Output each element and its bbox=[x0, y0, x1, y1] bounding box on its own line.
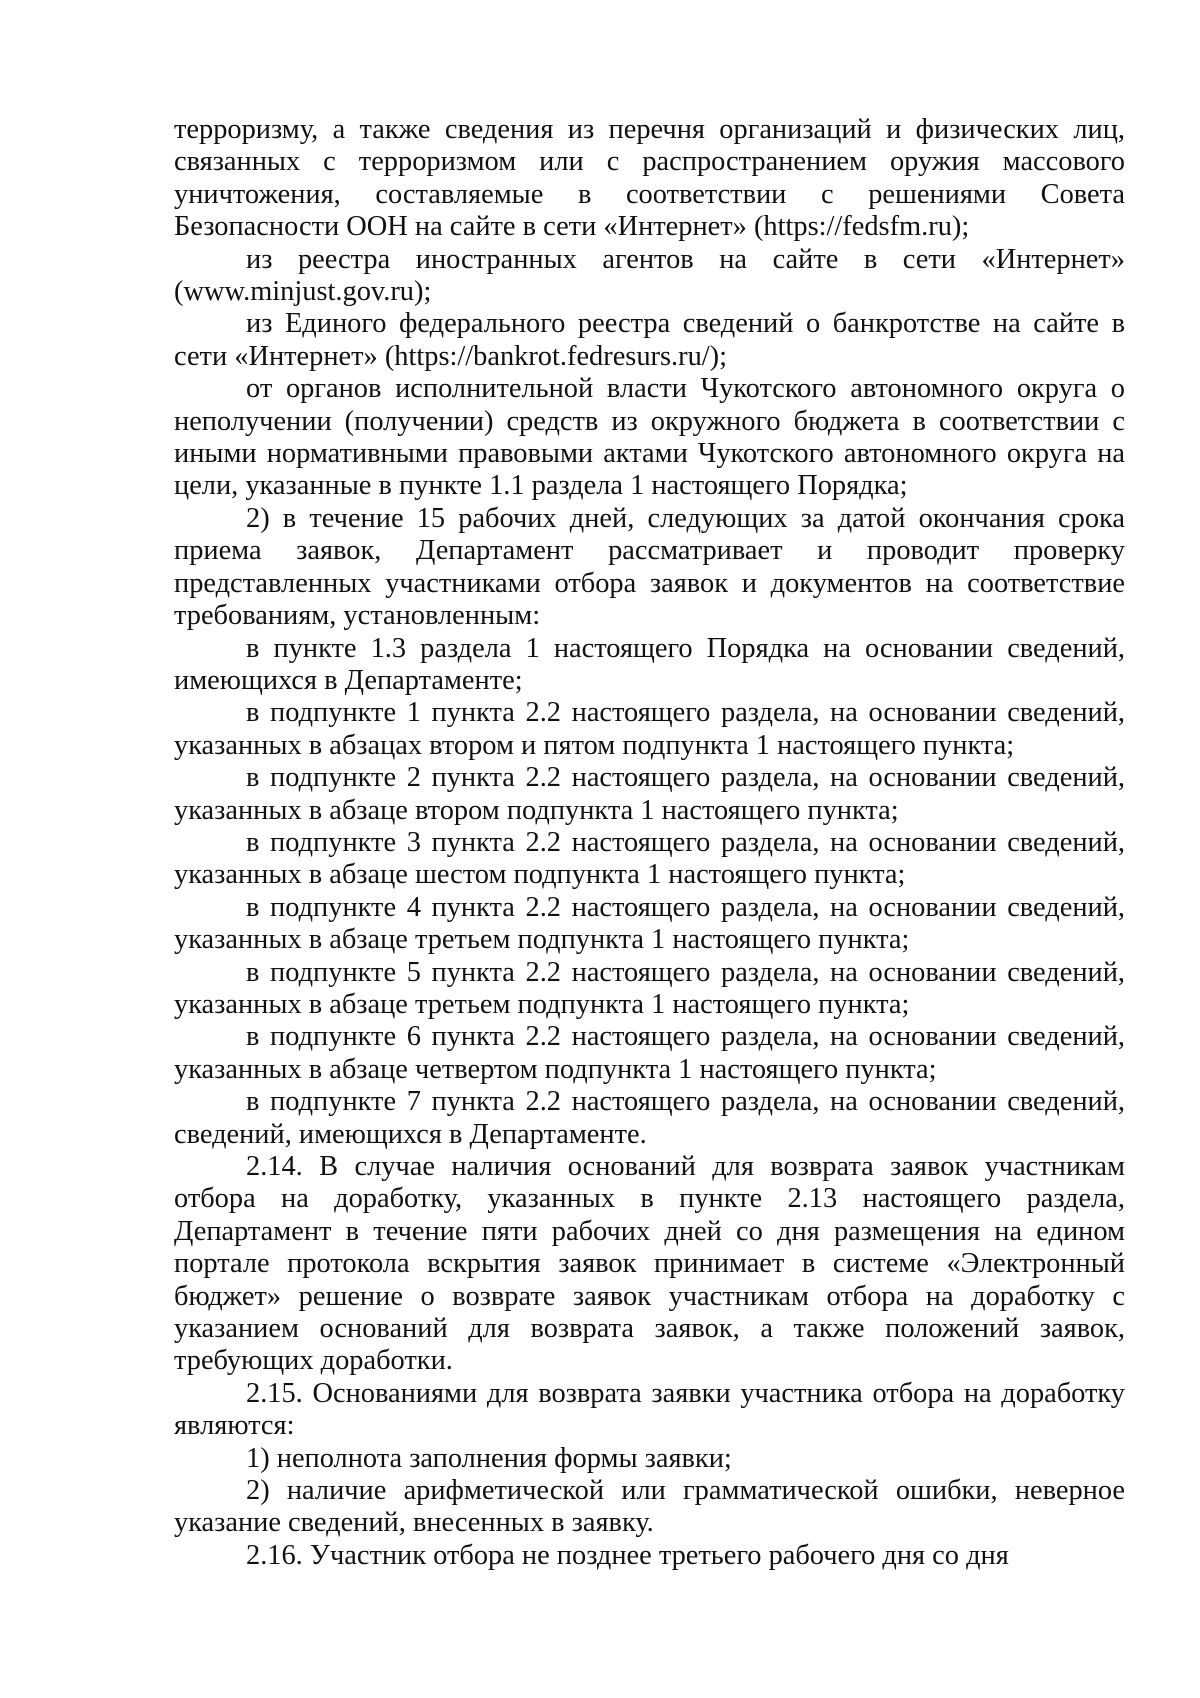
paragraph-17: 2) наличие арифметической или грамматической ошибки, неверное указание сведений, внесенных в заявку. bbox=[174, 1475, 1125, 1539]
document-body bbox=[174, 114, 1125, 1572]
paragraph-11: в подпункте 5 пункта 2.2 настоящего раздела, на основании сведений, указанных в абзаце третьем подпункта 1 настоящего пункта; bbox=[174, 956, 1125, 1020]
paragraph-4: от органов исполнительной власти Чукотского автономного округа о неполучении (получении) средств из окружного бюджета в соответствии с иными нормативными правовыми актами Чукотского автономного округа на цели, указанные в пункте 1.1 раздела 1 настоящего Порядка; bbox=[174, 373, 1125, 502]
paragraph-8: в подпункте 2 пункта 2.2 настоящего раздела, на основании сведений, указанных в абзаце втором подпункта 1 настоящего пункта; bbox=[174, 762, 1125, 826]
paragraph-14: 2.14. В случае наличия оснований для возврата заявок участникам отбора на доработку, указанных в пункте 2.13 настоящего раздела, Департамент в течение пяти рабочих дней со дня размещения на едином портале протокола вскрытия заявок принимает в системе «Электронный бюджет» решение о возврате заявок участникам отбора на доработку с указанием оснований для возврата заявок, а также положений заявок, требующих доработки. bbox=[174, 1151, 1125, 1377]
paragraph-7: в подпункте 1 пункта 2.2 настоящего раздела, на основании сведений, указанных в абзацах втором и пятом подпункта 1 настоящего пункта; bbox=[174, 697, 1125, 761]
paragraph-6: в пункте 1.3 раздела 1 настоящего Порядка на основании сведений, имеющихся в Департаменте; bbox=[174, 632, 1125, 696]
paragraph-5: 2) в течение 15 рабочих дней, следующих за датой окончания срока приема заявок, Департамент рассматривает и проводит проверку представленных участниками отбора заявок и документов на соответствие требованиям, установленным: bbox=[174, 502, 1125, 632]
paragraph-9: в подпункте 3 пункта 2.2 настоящего раздела, на основании сведений, указанных в абзаце шестом подпункта 1 настоящего пункта; bbox=[174, 826, 1125, 891]
paragraph-2: из реестра иностранных агентов на сайте в сети «Интернет» (www.minjust.gov.ru); bbox=[174, 243, 1125, 308]
paragraph-15: 2.15. Основаниями для возврата заявки участника отбора на доработку являются: bbox=[174, 1377, 1125, 1442]
paragraph-18: 2.16. Участник отбора не позднее третьего рабочего дня со дня bbox=[246, 1539, 1009, 1571]
paragraph-10: в подпункте 4 пункта 2.2 настоящего раздела, на основании сведений, указанных в абзаце третьем подпункта 1 настоящего пункта; bbox=[174, 891, 1125, 956]
paragraph-16: 1) неполнота заполнения формы заявки; bbox=[246, 1442, 732, 1474]
paragraph-1: терроризму, а также сведения из перечня организаций и физических лиц, связанных с терроризмом или с распространением оружия массового уничтожения, составляемые в соответствии с решениями Совета Безопасности ООН на сайте в сети «Интернет» (https://fedsfm.ru); bbox=[174, 114, 1125, 243]
paragraph-3: из Единого федерального реестра сведений о банкротстве на сайте в сети «Интернет» (https://bankrot.fedresurs.ru/); bbox=[174, 308, 1125, 372]
paragraph-13: в подпункте 7 пункта 2.2 настоящего раздела, на основании сведений, сведений, имеющихся в Департаменте. bbox=[174, 1086, 1125, 1150]
paragraph-12: в подпункте 6 пункта 2.2 настоящего раздела, на основании сведений, указанных в абзаце четвертом подпункта 1 настоящего пункта; bbox=[174, 1021, 1125, 1085]
